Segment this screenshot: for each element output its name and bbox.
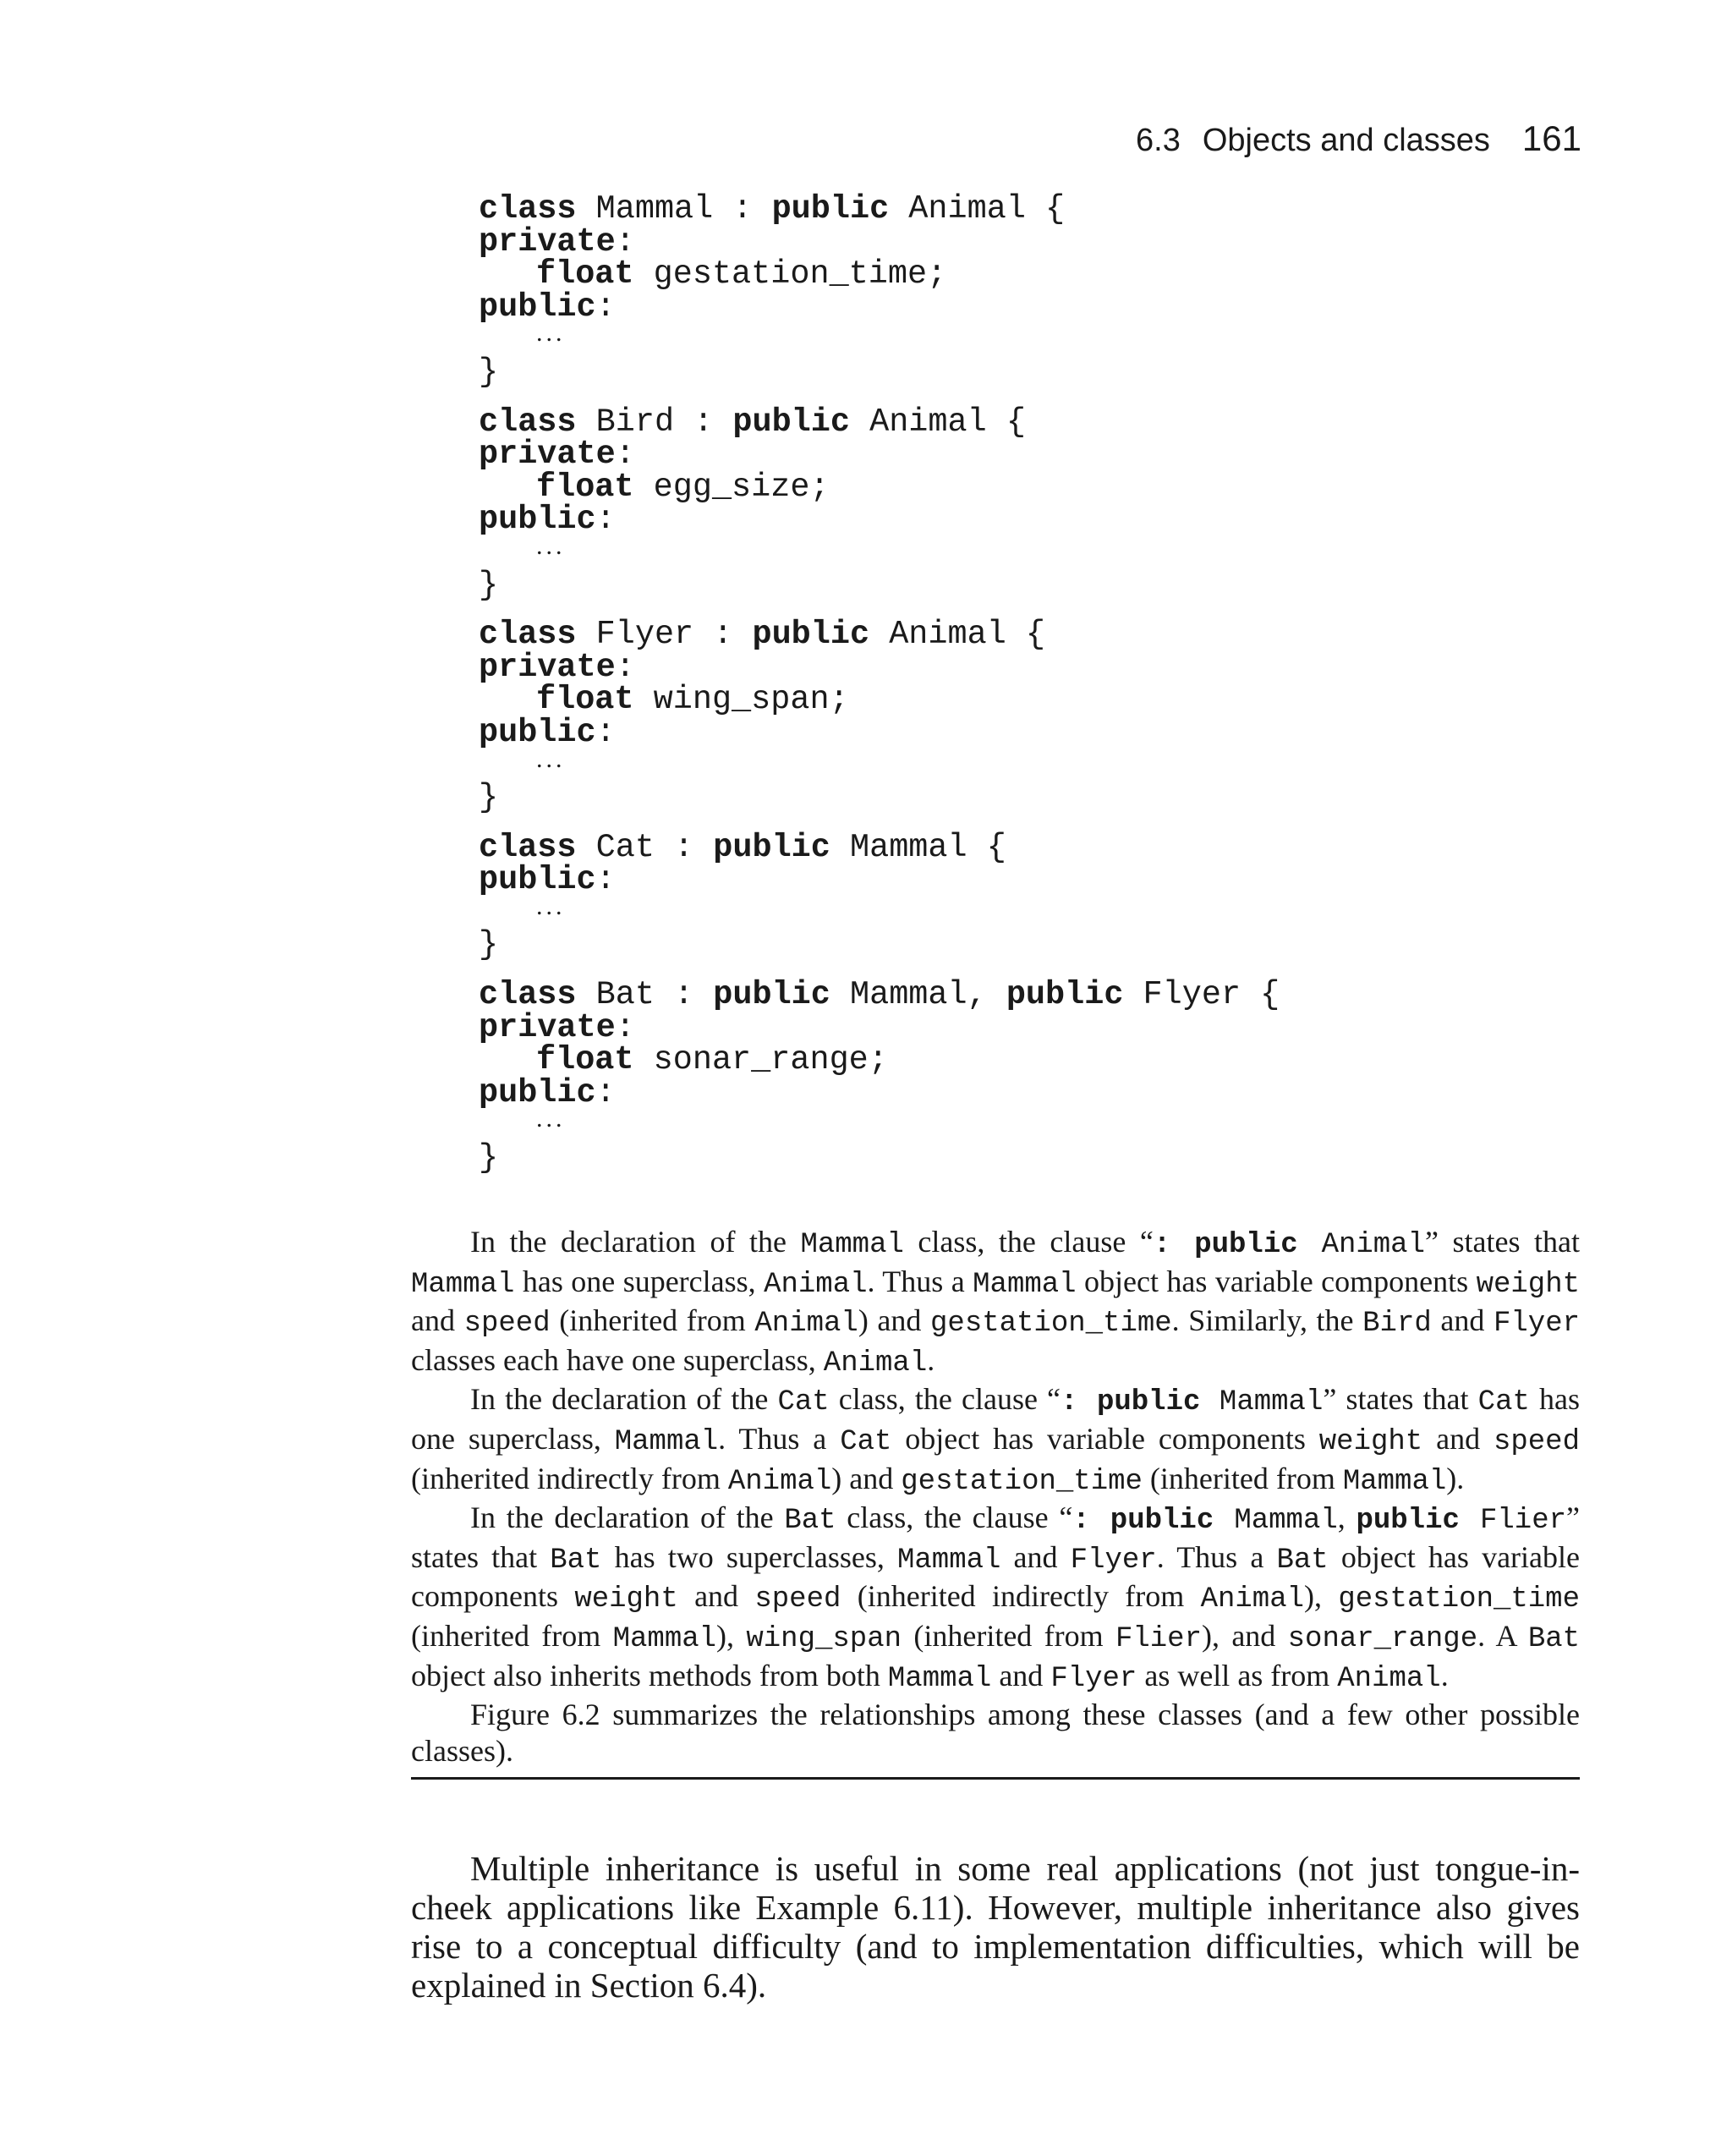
code-line: public: xyxy=(479,861,616,899)
code-line: public: xyxy=(479,288,616,326)
code-line: float wing_span; xyxy=(536,681,849,719)
code-line: float egg_size; xyxy=(536,468,830,506)
code-line: public: xyxy=(479,1073,616,1111)
section-number: 6.3 xyxy=(1136,123,1181,158)
code-line: private: xyxy=(479,436,635,474)
code-ellipsis: ... xyxy=(536,1105,566,1133)
code-line: private: xyxy=(479,222,635,261)
code-line: } xyxy=(479,779,499,817)
code-line: class Flyer : public Animal { xyxy=(479,616,1046,654)
code-line: float gestation_time; xyxy=(536,255,947,294)
paragraph-mammal: In the declaration of the Mammal class, the clause “: public Animal” states that Mammal has one superclass, Animal. Thus a Mammal object has variable components weight and speed (inherited from Animal) and gestation_time. Similarly, the Bird and Flyer classes each have one superclass, Animal. xyxy=(411,1225,1581,1380)
code-line: } xyxy=(479,566,499,604)
code-line: class Mammal : public Animal { xyxy=(479,190,1066,228)
example-body-text xyxy=(411,1224,1580,1769)
code-line: } xyxy=(479,353,499,391)
paragraph-cat: In the declaration of the Cat class, the clause “: public Mammal” states that Cat has one superclass, Mammal. Thus a Cat object has variable components weight and speed (inherited indirectly from Animal) and gestation_time (inherited from Mammal). xyxy=(411,1382,1580,1498)
closing-paragraph: Multiple inheritance is useful in some real applications (not just tongue-in-cheek applications like Example 6.11). However, multiple inheritance also gives rise to a conceptual difficulty (and to implementation difficulties, which will be explained in Section 6.4). xyxy=(411,1849,1580,2005)
code-line: class Bat : public Mammal, public Flyer { xyxy=(479,976,1280,1014)
paragraph-bat: In the declaration of the Bat class, the clause “: public Mammal, public Flier” states that Bat has two superclasses, Mammal and Flyer. Thus a Bat object has variable components weight and speed (inherited indirectly from Animal), gestation_time (inherited from Mammal), wing_span (inherited from Flier), and sonar_range. A Bat object also inherits methods from both Mammal and Flyer as well as from Animal. xyxy=(411,1500,1581,1695)
code-ellipsis: ... xyxy=(536,531,566,560)
code-ellipsis: ... xyxy=(536,744,566,773)
code-line: private: xyxy=(479,1008,635,1046)
example-end-rule xyxy=(411,1777,1580,1780)
running-header xyxy=(1136,117,1581,162)
code-line: private: xyxy=(479,648,635,686)
code-ellipsis: ... xyxy=(536,891,566,920)
page-number: 161 xyxy=(1521,118,1581,158)
section-title: Objects and classes xyxy=(1202,123,1490,158)
code-line: } xyxy=(479,1139,499,1177)
code-line: public: xyxy=(479,501,616,539)
code-ellipsis: ... xyxy=(536,319,566,348)
paragraph-figure-reference: Figure 6.2 summarizes the relationships among these classes (and a few other possible classes). xyxy=(411,1698,1580,1768)
code-line: class Cat : public Mammal { xyxy=(479,828,1006,866)
code-line: class Bird : public Animal { xyxy=(479,403,1026,441)
code-listing xyxy=(479,190,1280,1177)
code-line: public: xyxy=(479,713,616,751)
code-line: float sonar_range; xyxy=(536,1041,888,1079)
code-line: } xyxy=(479,926,499,964)
